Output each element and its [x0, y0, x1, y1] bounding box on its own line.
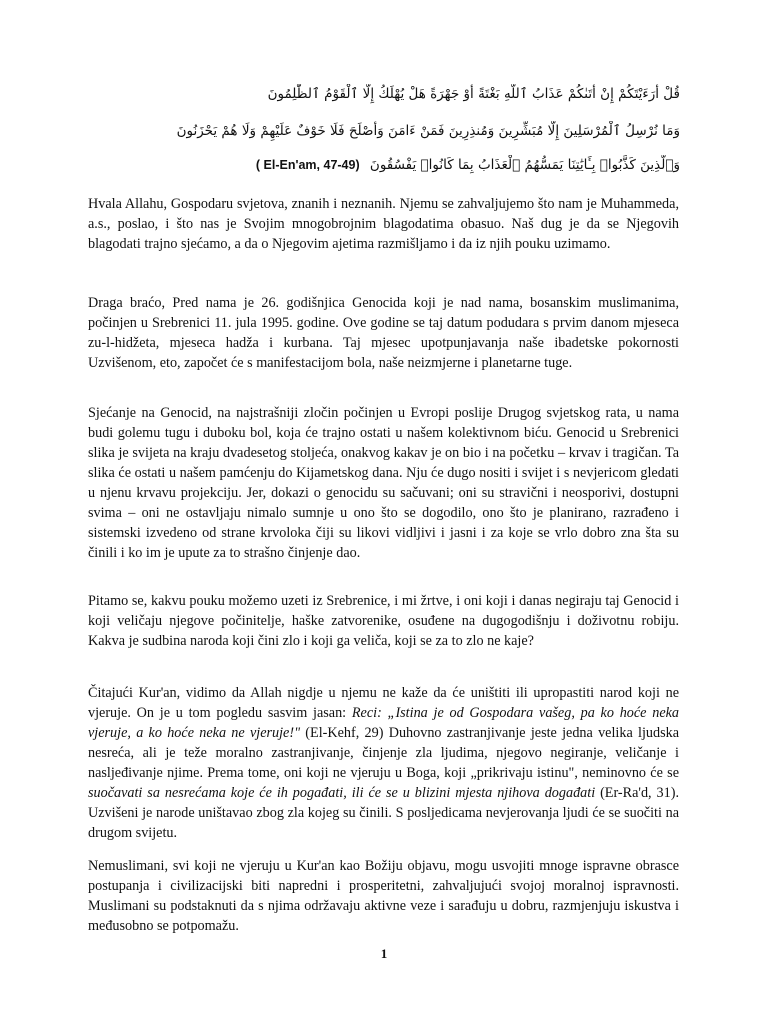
quran-verse-line-2: [88, 121, 680, 141]
quote-el-kehf: Reci: „Istina je od Gospodara vašeg, pa ko hoće neka vjeruje, a ko hoće neka ne vjeruje!": [88, 705, 680, 741]
paragraph-quran-reading: [88, 683, 679, 843]
quote-er-rad: suočavati sa nesrećama koje će ih pogađati, ili će se u blizini mjesta njihova događati: [88, 785, 596, 801]
verse-reference: ( El-En'am, 47-49): [255, 158, 360, 172]
page-number: 1: [380, 946, 388, 961]
paragraph-question: Pitamo se, kakvu pouku možemo uzeti iz Srebrenice, i mi žrtve, i oni koji i danas negiraju taj Genocid i koji veličaju njegove počinitelje, haške zatvorenike, osuđene na dugogodišnju i doživotnu robiju. Kakva je sudbina naroda koji čini zlo i koji ga veliča, koji se za to zlo ne kaje?: [88, 593, 679, 649]
paragraph-remembrance: Sjećanje na Genocid, na najstrašniji zločin počinjen u Evropi poslije Drugog svjetskog rata, u nama budi golemu tugu i duboku bol, koja će trajno ostati u našem kolektivnom biću. Genocid u Srebrenici slika je svijeta na kraju dvadesetog stoljeća, onakvog kakav je on bio i na početku – krvav i tragičan. Ta slika će ostati u našem pamćenju do Kijametskog dana. Nju će dugo nositi i svijet i s nevjericom gledati u njenu krvavu projekciju. Jer, dokazi o genocidu su sačuvani; oni su stravični i neosporivi, dostupni svima – oni ne ostavljaju nimalo sumnje u ono što se dogodilo, ono što je planirano, razrađeno i sistemski izvedeno od strane krvoloka čiji su likovi vidljivi i jasni i za koje se vrlo dobro zna šta su činili i ko im je upute za to strašno činjenje dao.: [88, 405, 679, 561]
quran-verse-text-3: وَٱلَّذِينَ كَذَّبُوا۟ بِـَٔايَٰتِنَا يَمَسُّهُمُ ٱلْعَذَابُ بِمَا كَانُوا۟ يَفْسُقُونَ: [369, 157, 680, 173]
paragraph-quran-reading-part-2: (El-Kehf, 29) Duhovno zastranjivanje jeste jedna velika ljudska nesreća, ali je teže moralno zastranjivanje, činjenje zla ljudima, njegovo negiranje, veličanje i nasljeđivanje njime. Prema tome, oni koji ne vjeruju u Boga, koji „prikrivaju istinu", neminovno će se: [88, 725, 679, 781]
paragraph-quran-reading-part-3: (Er-Ra'd, 31). Uzvišeni je narode uništavao zbog zla kojeg su činili. S posljedicama nevjerovanja ljudi će se suočiti na drugom svijetu.: [88, 785, 679, 841]
paragraph-non-muslims: Nemuslimani, svi koji ne vjeruju u Kur'an kao Božiju objavu, mogu usvojiti mnoge ispravne obrasce postupanja i civilizacijski biti napredni i prosperitetni, zahvaljujući svojoj moralnoj ispravnosti. Muslimani su podstaknuti da s njima održavaju aktivne veze i sarađuju u dobru, razmjenjuju iskustva i međusobno se potpomažu.: [88, 858, 679, 934]
paragraph-anniversary: Draga braćo, Pred nama je 26. godišnjica Genocida koji je nad nama, bosanskim muslimanima, počinjen u Srebrenici 11. jula 1995. godine. Ove godine se taj datum podudara s prvim danom mjeseca zu-l-hidžeta, mjeseca hadža i kurbana. Taj mjesec upotpunjavanja naše ibadetske pokornosti Uzvišenom, eto, započet će s manifestacijom bola, naše neizmjerne i planetarne tuge.: [88, 295, 679, 371]
quran-verse-line-3: [88, 155, 680, 175]
paragraph-quran-reading-part-1: Čitajući Kur'an, vidimo da Allah nigdje u njemu ne kaže da će uništiti ili upropastiti narod koji ne vjeruje. On je u tom pogledu sasvim jasan:: [88, 685, 679, 721]
quran-verse-line-1: [88, 84, 680, 104]
quran-verse-text-2: وَمَا نُرْسِلُ ٱلْمُرْسَلِينَ إِلَّا مُبَشِّرِينَ وَمُنذِرِينَ فَمَنْ ءَامَنَ وَأَصْلَحَ فَلَا خَوْفٌ عَلَيْهِمْ وَلَا هُمْ يَحْزَنُونَ: [176, 123, 680, 139]
paragraph-intro: Hvala Allahu, Gospodaru svjetova, znanih i neznanih. Njemu se zahvaljujemo što nam je Muhammeda, a.s., poslao, i što nas je Svojim mnogobrojnim blagodatima obasuo. Naš dug je da se Njegovih blagodati trajno sjećamo, a da o Njegovim ajetima razmišljamo i da iz njih pouku uzimamo.: [88, 196, 679, 252]
quran-verse-text-1: قُلْ أَرَءَيْتَكُمْ إِنْ أَتَىٰكُمْ عَذَابُ ٱللَّهِ بَغْتَةً أَوْ جَهْرَةً هَلْ يُهْلَكُ إِلَّا ٱلْقَوْمُ ٱلظَّٰلِمُونَ: [267, 86, 680, 102]
